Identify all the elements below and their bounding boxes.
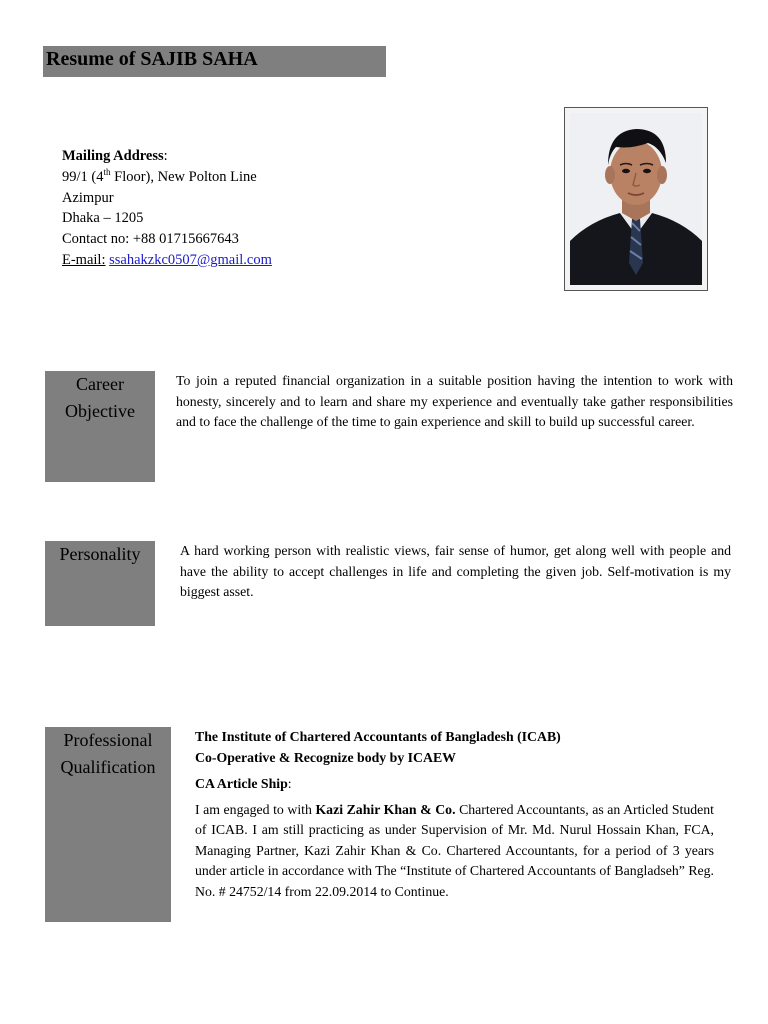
title-bar [43, 46, 386, 77]
article-para-post: Chartered Accountants, as an Articled Student of ICAB. I am still practicing as under Supervision of Mr. Md. Nurul Hossain Khan, FCA, Managing Partner, Kazi Zahir Khan & Co. Chartered Accountants, for a period of 3 years under article in accordance with The “Institute of Chartered Accountants of Bangladseh” Reg. No. # 24752/14 from 22.09.2014 to Continue. [195, 801, 715, 899]
resume-title: Resume of SAJIB SAHA [46, 48, 258, 70]
article-para-firm: Kazi Zahir Khan & Co. [315, 801, 456, 817]
portrait-image [570, 113, 702, 285]
article-ship-colon: : [287, 776, 292, 791]
qualification-heading-line-2: Qualification [60, 757, 156, 777]
qualification-heading-line-1: Professional [63, 730, 153, 750]
address-line-1-pre: 99/1 (4 [62, 168, 104, 185]
contact-number: Contact no: +88 01715667643 [62, 231, 239, 248]
address-line-1 [62, 167, 272, 188]
qualification-body: Co-Operative & Recognize body by ICAEW [195, 749, 456, 765]
address-line-1-post: Floor), New Polton Line [110, 168, 257, 185]
email-row [62, 250, 272, 271]
personality-heading: Personality [59, 544, 141, 564]
qualification-institute: The Institute of Chartered Accountants of Bangladesh (ICAB) [195, 729, 561, 744]
email-link[interactable]: ssahakzkc0507@gmail.com [109, 251, 272, 268]
address-line-3: Dhaka – 1205 [62, 210, 144, 227]
article-ship-label-row [195, 774, 714, 795]
mailing-address-colon: : [163, 148, 168, 164]
personality-text: A hard working person with realistic views, fair sense of humor, get along well with people and have the ability to accept challenges in life and completing the given job. Self-motivation is my biggest asset. [180, 543, 731, 600]
career-heading-line-2: Objective [65, 401, 135, 421]
qualification-content [195, 727, 714, 902]
personality-heading-box [45, 541, 155, 626]
career-objective-heading-box [45, 371, 155, 482]
profile-photo [564, 107, 708, 291]
address-line-1-sup: th [103, 166, 111, 177]
article-ship-paragraph [195, 800, 714, 903]
mailing-address-block [62, 146, 272, 271]
career-heading-line-1: Career [76, 374, 124, 394]
email-label: E-mail: [62, 251, 106, 268]
article-para-pre: I am engaged to with [195, 801, 316, 817]
professional-qualification-heading-box [45, 727, 171, 922]
article-ship-label: CA Article Ship [195, 776, 288, 791]
career-objective-text: To join a reputed financial organization in a suitable position having the intention to work with honesty, sincerely and to learn and share my experience and eventually take gather responsibilities and to face the challenge of the time to gain experience and skill to build up successful career. [176, 373, 733, 430]
mailing-address-label: Mailing Address [62, 148, 164, 164]
address-line-2: Azimpur [62, 189, 114, 206]
